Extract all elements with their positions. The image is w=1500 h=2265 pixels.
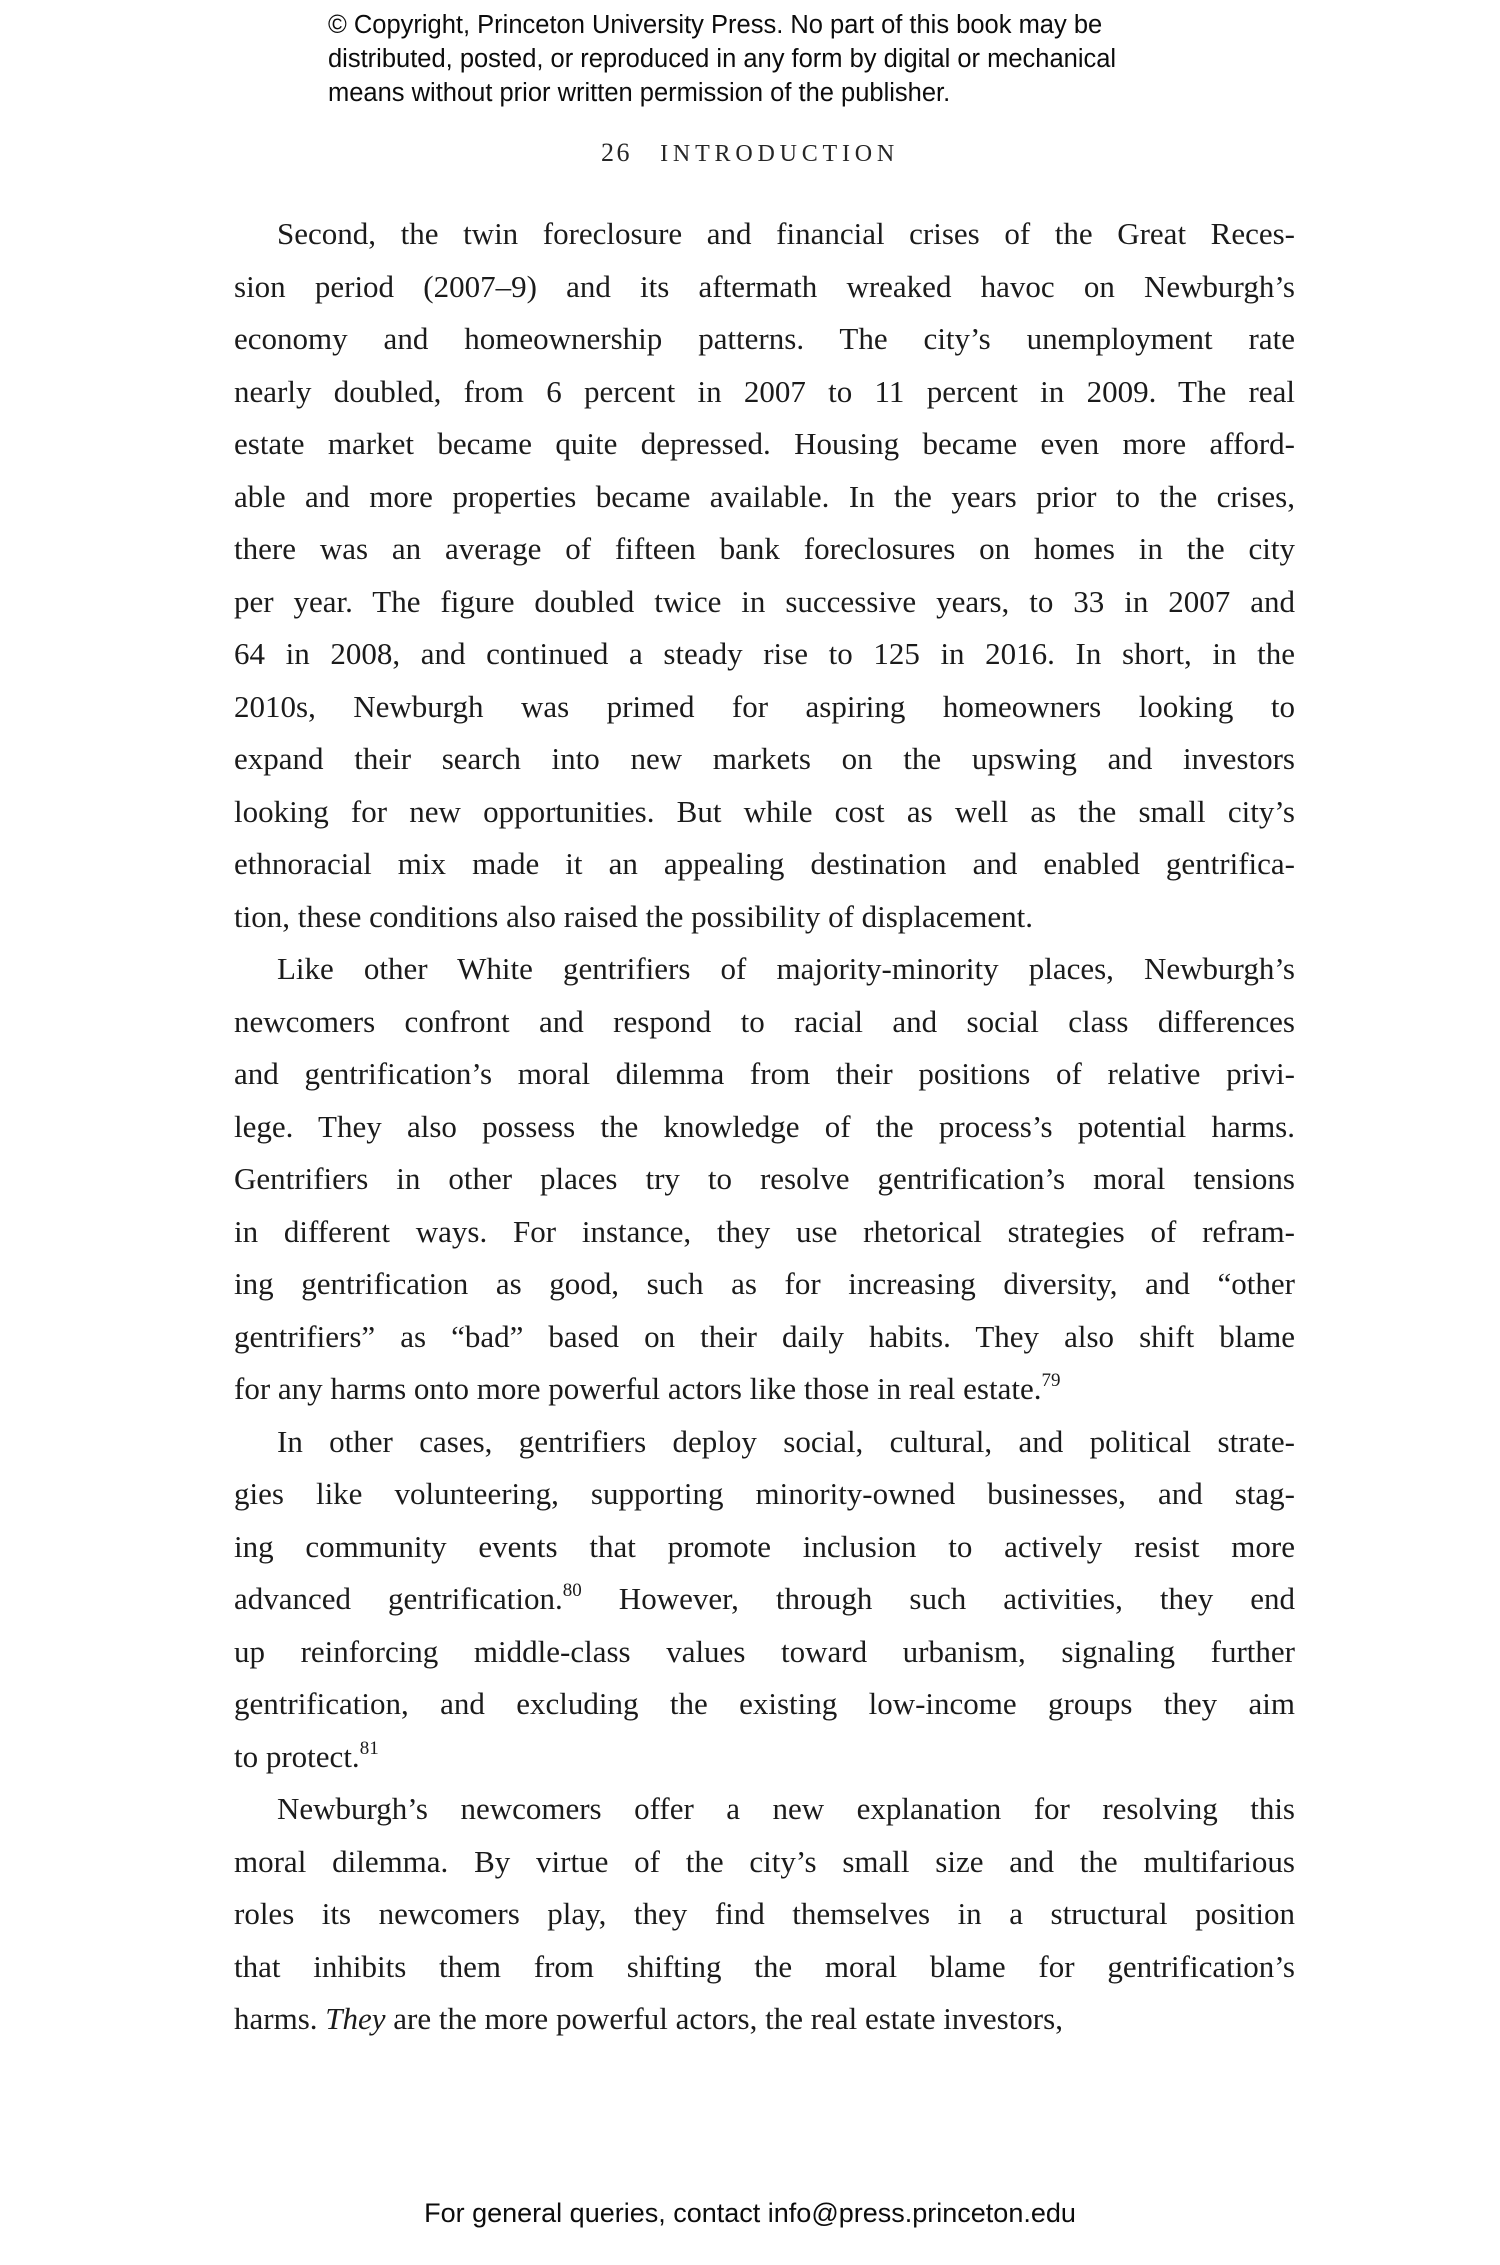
text-segment: 2010s, Newburgh was primed for aspiring homeowners looking to [234,688,1295,724]
copyright-notice [328,8,1116,110]
text-line [234,576,1295,629]
text-line [234,733,1295,786]
text-line [234,1678,1295,1731]
copyright-line: © Copyright, Princeton University Press. No part of this book may be [328,11,1103,39]
text-line [234,1258,1295,1311]
text-segment: 64 in 2008, and continued a steady rise to 125 in 2016. In short, in the [234,636,1295,671]
text-segment: gies like volunteering, supporting minority-owned businesses, and stag- [234,1476,1295,1511]
copyright-line: means without prior written permission of the publisher. [328,79,951,107]
text-segment: looking for new opportunities. But while cost as well as the small city’s [234,793,1295,829]
text-segment: gentrification, and excluding the existing low-income groups they aim [234,1686,1295,1721]
text-line [234,1836,1295,1889]
text-line [234,1573,1295,1626]
text-segment: for any harms onto more powerful actors like those in real estate. [234,1371,1042,1406]
text-line [234,628,1295,681]
text-line [234,1416,1295,1469]
text-line [234,1888,1295,1941]
text-line [234,786,1295,839]
text-line [234,261,1295,314]
text-line [234,1731,1295,1784]
text-line [234,838,1295,891]
text-line [234,523,1295,576]
text-segment: However, through such activities, they end [581,1581,1296,1616]
text-segment: up reinforcing middle-class values toward urbanism, signaling further [234,1633,1295,1669]
footnote-reference: 80 [562,1580,582,1601]
text-line [234,1101,1295,1154]
text-line [234,1783,1295,1836]
text-segment: harms. [234,2001,326,2036]
text-segment: advanced gentrification. [234,1581,563,1616]
emphasized-text: They [325,2001,386,2036]
text-segment: and gentrification’s moral dilemma from their positions of relative privi- [234,1056,1295,1091]
text-segment: newcomers confront and respond to racial and social class differences [234,1003,1295,1039]
text-line [234,1363,1295,1416]
text-line [234,313,1295,366]
text-segment: moral dilemma. By virtue of the city’s small size and the multifarious [234,1843,1295,1879]
text-segment: expand their search into new markets on the upswing and investors [234,741,1295,776]
body-text [234,208,1295,2046]
text-segment: to protect. [234,1738,360,1774]
text-segment: Second, the twin foreclosure and financial crises of the Great Reces- [277,216,1295,251]
footer-text: For general queries, contact info@press.princeton.edu [424,2198,1076,2228]
text-segment: that inhibits them from shifting the moral blame for gentrification’s [234,1948,1295,1984]
text-segment: able and more properties became available. In the years prior to the crises, [234,478,1295,514]
text-segment: tion, these conditions also raised the possibility of displacement. [234,898,1033,934]
text-segment: nearly doubled, from 6 percent in 2007 to 11 percent in 2009. The real [234,373,1295,409]
text-line [234,1206,1295,1259]
text-line [234,1521,1295,1574]
text-segment: In other cases, gentrifiers deploy social, cultural, and political strate- [277,1423,1295,1459]
text-line [234,1993,1295,2046]
text-line [234,1048,1295,1101]
text-line [234,1153,1295,1206]
text-segment: Gentrifiers in other places try to resolve gentrification’s moral tensions [234,1161,1295,1196]
running-head [0,138,1500,168]
text-line [234,471,1295,524]
text-segment: Like other White gentrifiers of majority-minority places, Newburgh’s [277,951,1295,986]
text-segment: per year. The figure doubled twice in successive years, to 33 in 2007 and [234,583,1295,619]
text-line [234,208,1295,261]
text-segment: lege. They also possess the knowledge of the process’s potential harms. [234,1108,1295,1144]
text-line [234,418,1295,471]
text-segment: gentrifiers” as “bad” based on their daily habits. They also shift blame [234,1318,1295,1354]
text-segment: roles its newcomers play, they find themselves in a structural position [234,1896,1295,1931]
text-segment: economy and homeownership patterns. The city’s unemployment rate [234,321,1295,356]
text-segment: ing community events that promote inclusion to actively resist more [234,1528,1295,1564]
text-segment: sion period (2007–9) and its aftermath wreaked havoc on Newburgh’s [234,268,1295,304]
text-line [234,996,1295,1049]
section-title: INTRODUCTION [660,141,900,167]
text-segment: are the more powerful actors, the real estate investors, [385,2001,1063,2036]
text-line [234,1468,1295,1521]
page-number: 26 [600,138,633,167]
copyright-line: distributed, posted, or reproduced in any form by digital or mechanical [328,45,1117,73]
text-line [234,1311,1295,1364]
text-line [234,943,1295,996]
text-line [234,366,1295,419]
text-segment: ethnoracial mix made it an appealing destination and enabled gentrifica- [234,846,1295,881]
footnote-reference: 79 [1041,1370,1061,1391]
text-segment: ing gentrification as good, such as for increasing diversity, and “other [234,1266,1295,1301]
text-line [234,1626,1295,1679]
text-line [234,891,1295,944]
text-segment: Newburgh’s newcomers offer a new explanation for resolving this [277,1791,1295,1826]
text-segment: estate market became quite depressed. Housing became even more afford- [234,426,1295,461]
text-line [234,1941,1295,1994]
footnote-reference: 81 [359,1737,379,1759]
text-line [234,681,1295,734]
text-segment: there was an average of fifteen bank foreclosures on homes in the city [234,531,1295,566]
text-segment: in different ways. For instance, they use rhetorical strategies of refram- [234,1213,1295,1249]
